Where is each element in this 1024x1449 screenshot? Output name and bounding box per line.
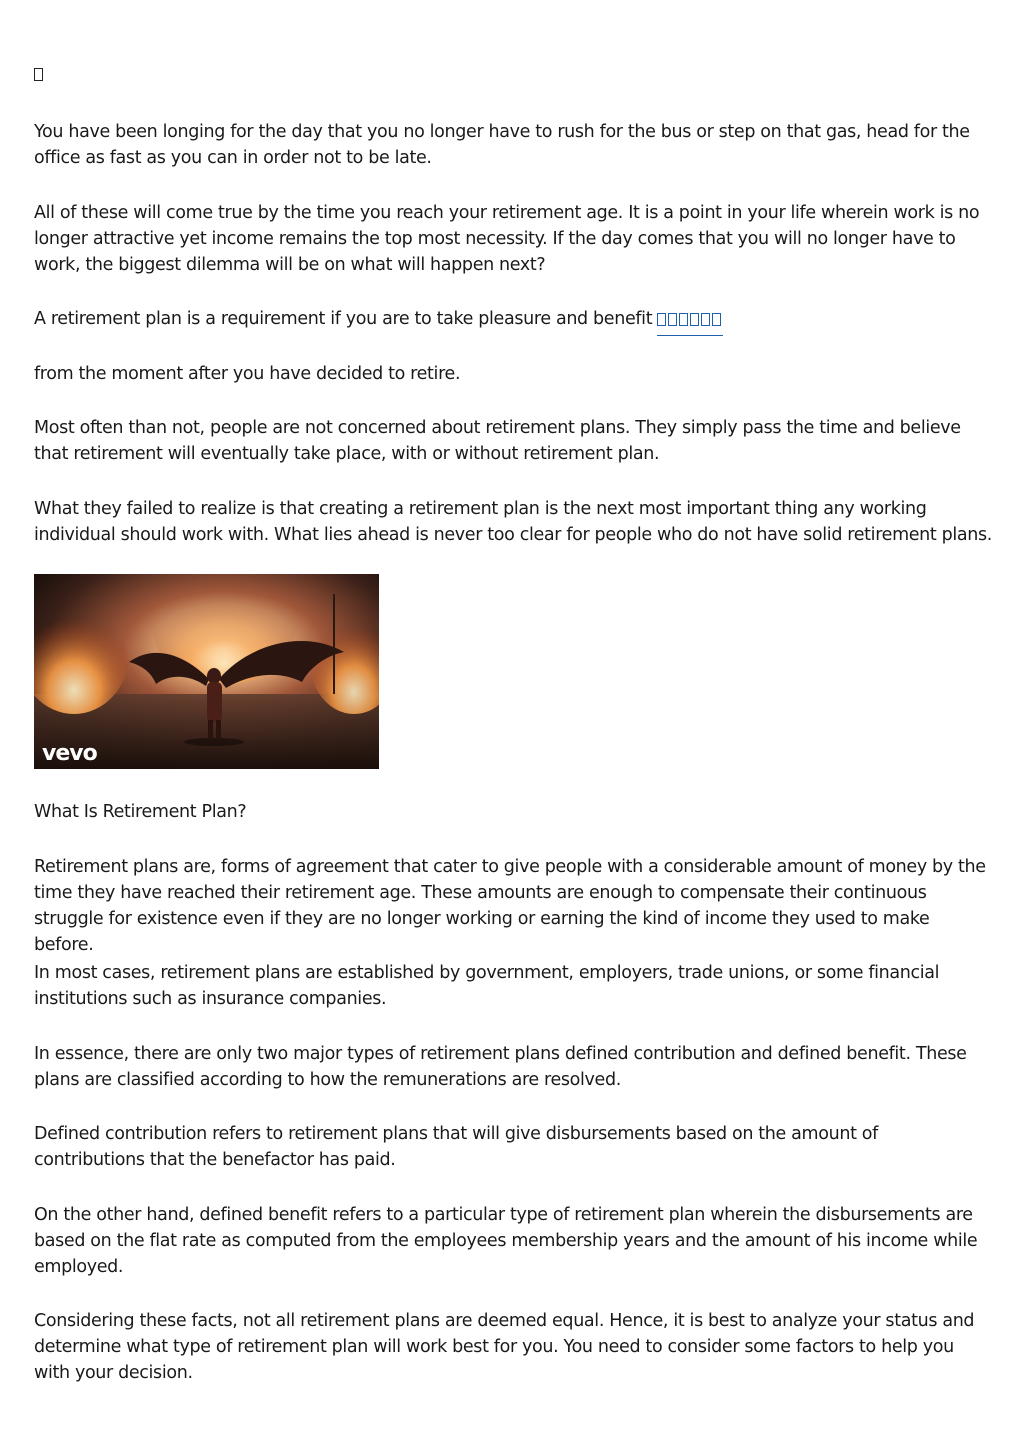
paragraph-defined-benefit: On the other hand, defined benefit refers to a particular type of retirement plan wherein the disbursements are based on the flat rate as computed from the employees membership years and the amount of his income while employed. [34,1205,978,1277]
paragraph-not-concerned: Most often than not, people are not concerned about retirement plans. They simply pass the time and believe that retirement will eventually take place, with or without retirement plan. [34,418,961,464]
missing-glyph-icon [668,313,677,326]
paragraph-retirement-requirement [34,306,992,336]
paragraph-defined-contribution: Defined contribution refers to retirement plans that will give disbursements based on the amount of contributions that the benefactor has paid. [34,1124,878,1170]
paragraph-considering-facts: Considering these facts, not all retirement plans are deemed equal. Hence, it is best to analyze your status and determine what type of retirement plan will work best for you. You need to consider some factors to help you with your decision. [34,1311,975,1383]
paragraph-failed-realize: What they failed to realize is that creating a retirement plan is the next most important thing any working individual should work with. What lies ahead is never too clear for people who do not have solid retirement plans. [34,499,993,545]
video-frame-image [34,574,379,769]
paragraph-decided-retire: from the moment after you have decided to retire. [34,364,461,384]
video-thumbnail[interactable] [34,574,379,769]
section-heading: What Is Retirement Plan? [34,802,247,822]
missing-glyph-icon [679,313,688,326]
paragraph-retirement-requirement-text: A retirement plan is a requirement if you are to take pleasure and benefit [34,309,653,329]
paragraph-bus-rush: You have been longing for the day that you no longer have to rush for the bus or step on that gas, head for the office as fast as you can in order not to be late. [34,122,970,168]
paragraph-two-types: In essence, there are only two major types of retirement plans defined contribution and defined benefit. These plans are classified according to how the remunerations are resolved. [34,1044,967,1090]
missing-glyph-icon [701,313,710,326]
paragraph-established-by: In most cases, retirement plans are established by government, employers, trade unions, or some financial institutions such as insurance companies. [34,963,940,1009]
missing-glyph-icon [657,313,666,326]
missing-glyph-icon [712,313,721,326]
missing-glyph-icon [34,68,43,81]
missing-glyph-icon [690,313,699,326]
vevo-watermark: vevo [42,741,97,766]
inline-link[interactable] [657,308,723,336]
paragraph-retirement-age: All of these will come true by the time you reach your retirement age. It is a point in your life wherein work is no longer attractive yet income remains the top most necessity. If the day comes that you will no longer have to work, the biggest dilemma will be on what will happen next? [34,203,980,275]
paragraph-plans-definition: Retirement plans are, forms of agreement that cater to give people with a considerable amount of money by the time they have reached their retirement age. These amounts are enough to compensate their continuous struggle for existence even if they are no longer working or earning the kind of income they used to make before. [34,857,986,955]
